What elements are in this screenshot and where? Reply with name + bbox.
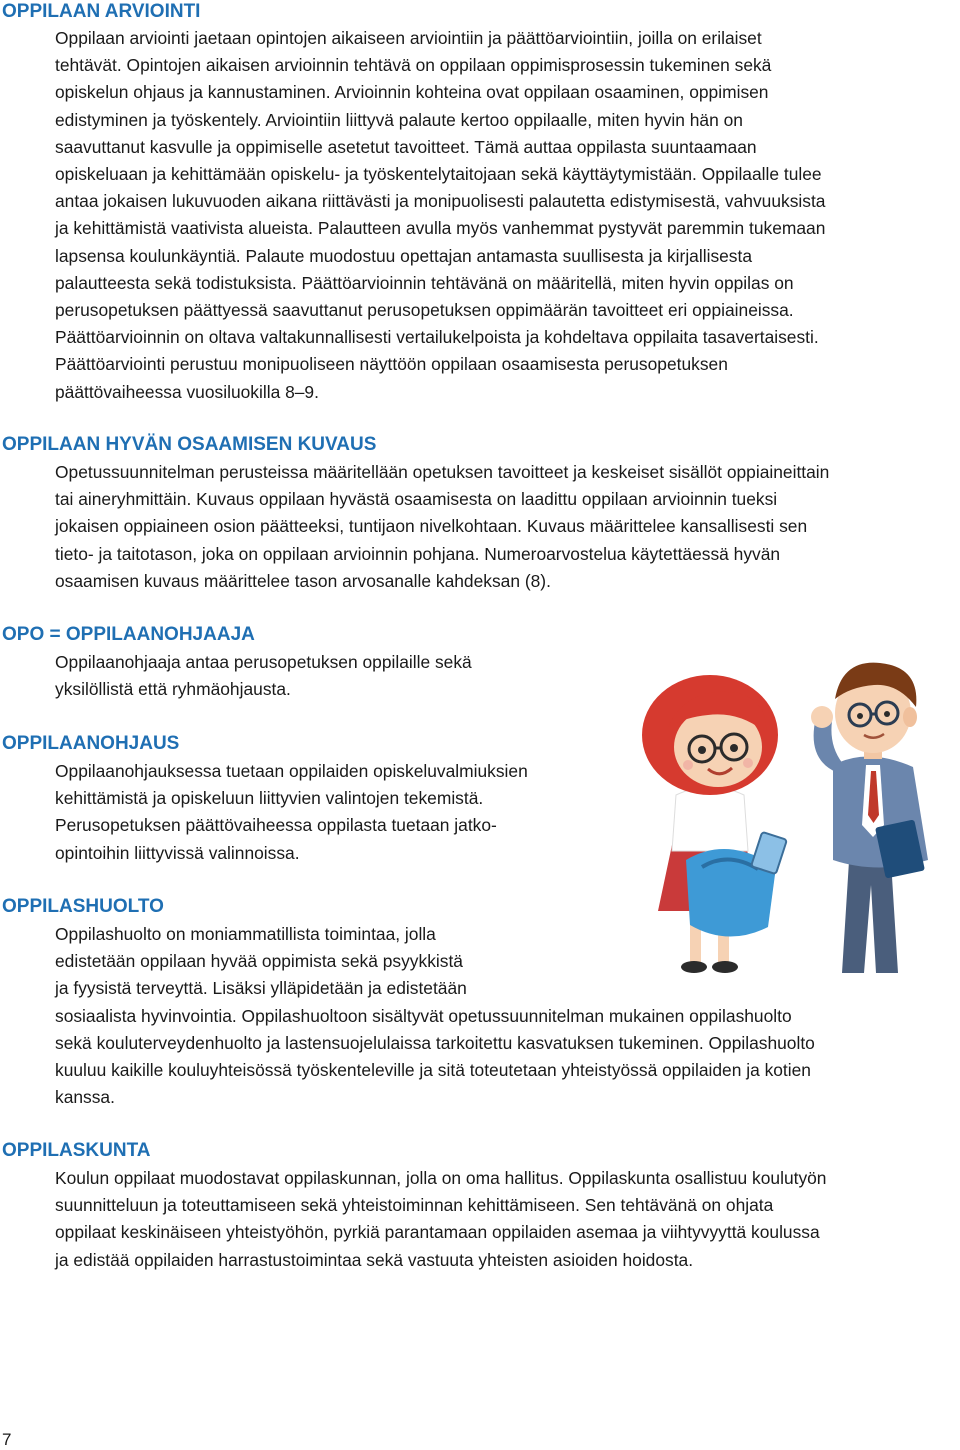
page-number: 7 (2, 1430, 12, 1449)
text-line: päättövaiheessa vuosiluokilla 8–9. (55, 381, 319, 402)
girl-figure (642, 675, 787, 973)
heading-opo: OPO = OPPILAANOHJAAJA (2, 624, 255, 645)
text-line: antaa jokaisen lukuvuoden aikana riittävästi ja monipuolisesti palautetta edistymisestä, vahvuuksista (55, 191, 826, 212)
text-line: edistyminen ja työskentely. Arviointiin liittyvä palaute kertoo oppilaalle, miten hyvin hän on (55, 109, 743, 130)
text-line: edistetään oppilaan hyvää oppimista sekä psyykkistä (55, 951, 463, 972)
paragraph-oppilaskunta (55, 1165, 826, 1274)
text-line: opiskeluaan ja kehittämään opiskelu- ja työskentelytaitojaan sekä käyttäytymistään. Oppilaalle tulee (55, 164, 822, 185)
text-line: lapsensa koulunkäyntiä. Palaute muodostuu opettajan antamasta suullisesta ja kirjallisesta (55, 245, 753, 266)
heading-oppilaskunta: OPPILASKUNTA (2, 1140, 151, 1161)
text-line: tehtävät. Opintojen aikaisen arvioinnin tehtävä on oppilaan oppimisprosessin tukeminen sekä (55, 55, 772, 76)
text-line: suunnitteluun ja toteuttamiseen sekä yhteistoiminnan kehittämiseen. Sen tehtävänä on ohjata (55, 1195, 774, 1216)
heading-oppilashuolto: OPPILASHUOLTO (2, 896, 164, 917)
text-line: ja fyysistä terveyttä. Lisäksi ylläpidetään ja edistetään (55, 978, 467, 999)
text-line: opiskelun ohjaus ja kannustaminen. Arvioinnin kohteina ovat oppilaan osaaminen, oppimisen (55, 82, 769, 103)
paragraph-opo (55, 649, 472, 703)
heading-oppilaanohjaus: OPPILAANOHJAUS (2, 733, 180, 754)
text-line: perusopetuksen päättyessä saavuttanut perusopetuksen oppimäärän tavoitteet eri oppiaineissa. (55, 300, 794, 321)
heading-oppilaan-arviointi: OPPILAAN ARVIOINTI (2, 1, 201, 22)
text-line: kanssa. (55, 1087, 115, 1108)
text-line: tai aineryhmittäin. Kuvaus oppilaan hyvästä osaamisesta on laadittu oppilaan arvioinnin tueksi (55, 489, 778, 510)
text-line: tieto- ja taitotason, joka on oppilaan arvioinnin pohjana. Numeroarvostelua käytettäessä hyvän (55, 543, 781, 564)
text-line: ja edistää oppilaiden harrastustoimintaa sekä vastuuta yhteisten asioiden hoidosta. (55, 1249, 694, 1270)
text-line: oppilaat keskinäiseen yhteistyöhön, pyrkiä parantamaan oppilaiden asemaa ja viihtyvyyttä koulussa (55, 1222, 820, 1243)
text-line: Opetussuunnitelman perusteissa määritellään opetuksen tavoitteet ja keskeiset sisällöt oppiaineittain (55, 462, 830, 482)
text-line: kuuluu kaikille kouluyhteisössä työskenteleville ja sitä toteutetaan yhteistyössä oppilaiden ja kotien (55, 1060, 811, 1081)
text-line: Oppilashuolto on moniammatillista toimintaa, jolla (55, 924, 436, 944)
text-line: osaamisen kuvaus määrittelee tason arvosanalle kahdeksan (8). (55, 570, 551, 591)
text-line: Päättöarviointi perustuu monipuoliseen näyttöön oppilaan osaamisesta perusopetuksen (55, 354, 728, 375)
students-illustration (628, 655, 958, 975)
heading-hyvan-osaamisen-kuvaus: OPPILAAN HYVÄN OSAAMISEN KUVAUS (2, 434, 377, 455)
text-line: Oppilaanohjauksessa tuetaan oppilaiden opiskeluvalmiuksien (55, 761, 528, 781)
boy-figure (811, 663, 928, 973)
text-line: sosiaalista hyvinvointia. Oppilashuoltoon sisältyvät opetussuunnitelman mukainen oppilashuolto (55, 1005, 792, 1026)
paragraph-oppilaan-arviointi (55, 25, 825, 406)
text-line: jokaisen oppiaineen osion päätteeksi, tuntijaon nivelkohtaan. Kuvaus määrittelee kansallisesti sen (55, 516, 808, 537)
text-line: Oppilaan arviointi jaetaan opintojen aikaiseen arviointiin ja päättöarviointiin, joilla on erilaiset (55, 28, 762, 48)
text-line: kehittämistä ja opiskeluun liittyvien valintojen tekemistä. (55, 788, 484, 809)
text-line: Oppilaanohjaaja antaa perusopetuksen oppilaille sekä (55, 652, 472, 672)
text-line: Koulun oppilaat muodostavat oppilaskunnan, jolla on oma hallitus. Oppilaskunta osallistuu koulutyön (55, 1168, 827, 1188)
paragraph-oppilaanohjaus (55, 758, 528, 867)
text-line: yksilöllistä että ryhmäohjausta. (55, 679, 291, 700)
text-line: sekä kouluterveydenhuolto ja lastensuojelulaissa tarkoitettu kasvatuksen tukeminen. Oppilashuolto (55, 1032, 815, 1053)
text-line: ja kehittämistä vaativista alueista. Palautteen avulla myös vanhemmat pystyvät paremmin tukemaan (55, 218, 826, 239)
text-line: opintoihin liittyvissä valinnoissa. (55, 842, 300, 863)
text-line: Päättöarvioinnin on oltava valtakunnallisesti vertailukelpoista ja kohdeltava oppilaita tasavertaisesti. (55, 327, 819, 348)
text-line: Perusopetuksen päättövaiheessa oppilasta tuetaan jatko- (55, 815, 497, 836)
text-line: palautteesta sekä todistuksista. Päättöarvioinnin tehtävänä on määritellä, miten hyvin oppilas on (55, 272, 794, 293)
text-line: saavuttanut kasvulle ja oppimiselle asetetut tavoitteet. Tämä auttaa oppilasta suuntaamaan (55, 136, 757, 157)
paragraph-hyvan-osaamisen-kuvaus (55, 459, 829, 595)
